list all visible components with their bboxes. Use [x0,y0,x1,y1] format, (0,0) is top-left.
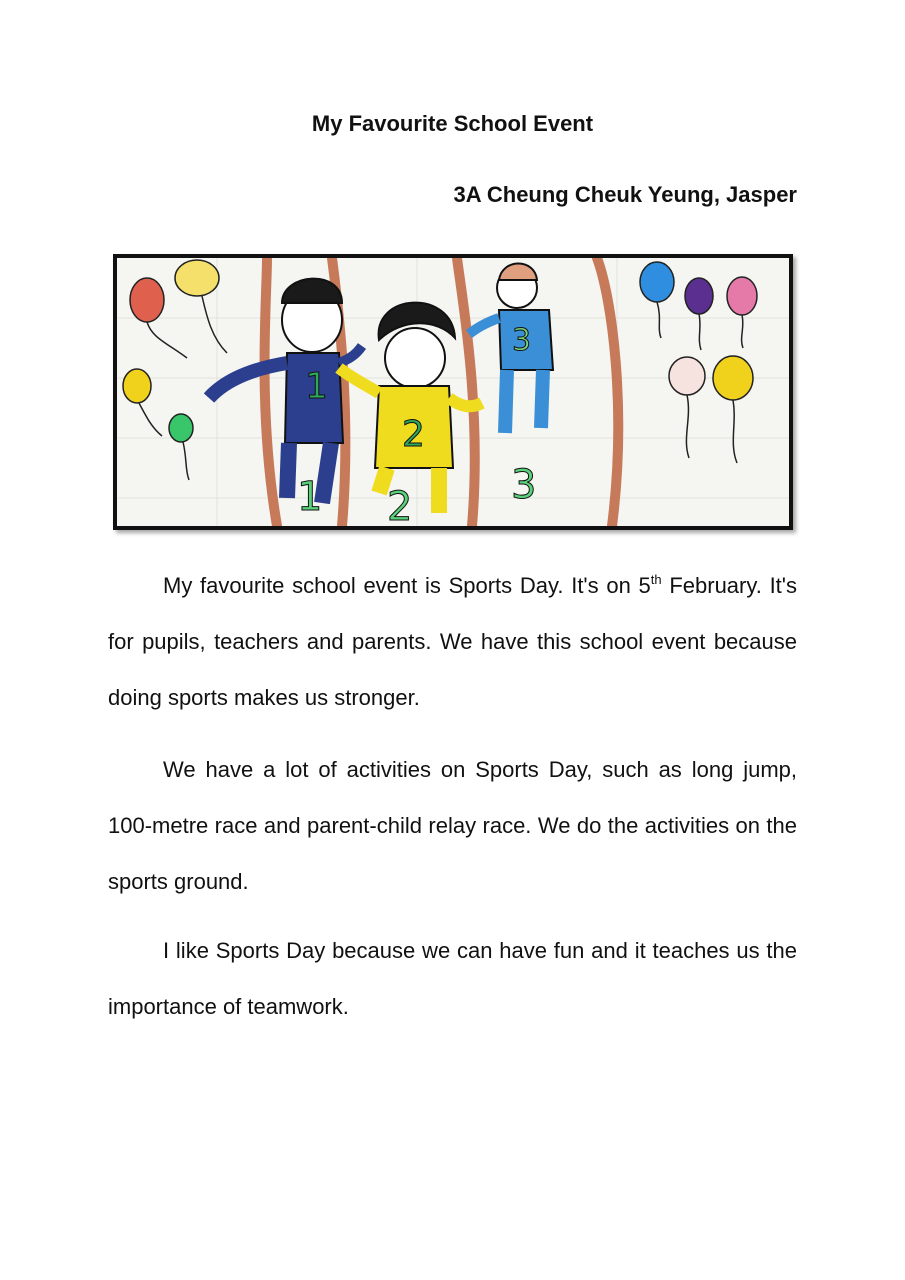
runner-3 [469,264,553,509]
balloon-blue [640,262,674,302]
runner-2 [339,303,482,526]
balloon-green [169,414,193,442]
paragraph-1: My favourite school event is Sports Day. It's on 5th February. It's for pupils, teachers and parents. We have this school event because doing sports makes us stronger. [108,572,797,710]
balloon-yellow-large [713,356,753,400]
drawing-canvas [117,258,789,526]
author-name: 3A Cheung Cheuk Yeung, Jasper [453,182,797,207]
lane-line [597,258,618,526]
runner-2-head [385,328,445,388]
runner-2-shirt-number: 2 [402,414,425,455]
balloon-pink [727,277,757,315]
sports-day-drawing [113,254,793,530]
balloon-yellow-small [123,369,151,403]
runner-1 [209,279,362,520]
runner-1-place-number: 1 [297,474,323,520]
balloon-group-left [123,260,227,480]
balloon-peach [669,357,705,395]
document-title: My Favourite School Event [311,111,594,136]
runner-3-place-number: 3 [511,462,537,508]
balloon-purple [685,278,713,314]
balloon-group-right [640,262,757,463]
runner-3-shirt-number: 3 [512,323,532,358]
balloon-red [130,278,164,322]
runner-1-shirt-number: 1 [305,366,328,407]
lane-line [457,258,475,526]
balloon-yellow [175,260,219,296]
paragraph-3: I like Sports Day because we can have fun and it teaches us the importance of teamwork. [108,938,797,1019]
runner-2-place-number: 2 [387,484,413,526]
paragraph-2: We have a lot of activities on Sports Day, such as long jump, 100-metre race and parent-child relay race. We do the activities on the sports ground. [108,757,797,894]
runner-3-hair [499,264,537,281]
lane-line [265,258,278,526]
